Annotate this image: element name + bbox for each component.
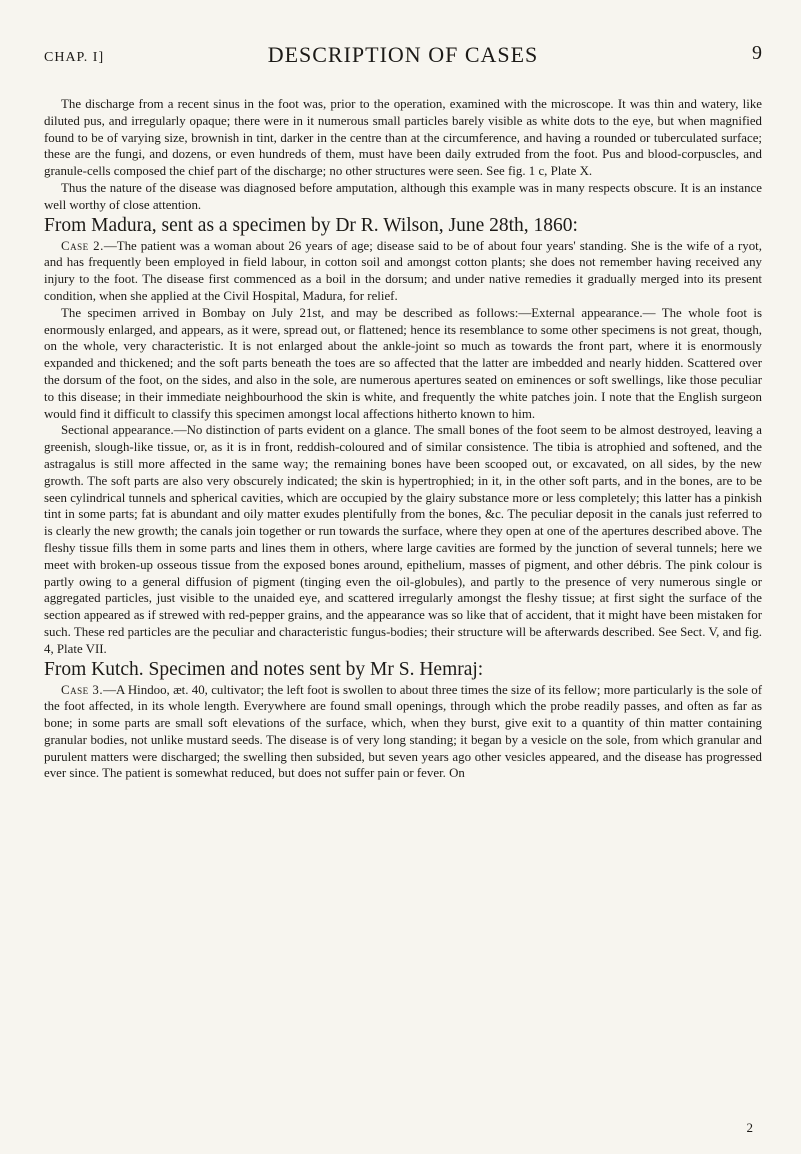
body-text [44,96,762,782]
paragraph-case-2 [44,238,762,305]
case-2-text: —The patient was a woman about 26 years of age; disease said to be of about four years' standing. She is the wife of a ryot, and has frequently been employed in field labour, in cotton soil and amongst cotton plants; she does not remember having received any injury to the foot. The disease first commenced as a boil in the dorsum; and under native remedies it gradually merged into its present condition, when she applied at the Civil Hospital, Madura, for relief. [44,238,762,303]
signature-mark: 2 [746,1120,753,1135]
section-heading-madura: From Madura, sent as a specimen by Dr R. Wilson, June 28th, 1860: [44,214,578,236]
chapter-label: CHAP. I] [44,50,105,65]
section-heading-kutch: From Kutch. Specimen and notes sent by Mr S. Hemraj: [44,658,484,680]
running-head [44,36,762,66]
paragraph-diagnosis: Thus the nature of the disease was diagnosed before amputation, although this example was in many respects obscure. It is an instance well worthy of close attention. [44,180,762,212]
paragraph-sectional-appearance: Sectional appearance.—No distinction of parts evident on a glance. The small bones of the foot seem to be almost destroyed, leaving a greenish, slough-like tissue, or, as it is in front, reddish-coloured and of similar consistence. The tibia is atrophied and softened, and the astragalus is still more affected in the same way; the remaining bones have been scooped out, or excavated, on all sides, by the new growth. The soft parts are also very obscurely indicated; the skin is hypertrophied; in it, in the other soft parts, and in the bones, are to be seen cylindrical tunnels and spherical cavities, which are occupied by the glairy substance more or less completely; this latter has a pinkish tint in some parts; fat is abundant and oily matter exudes plentifully from the bones, &c. The peculiar deposit in the canals just referred to is clearly the new growth; the canals join together or run towards the surface, where they open at one of the apertures described above. The fleshy tissue fills them in some parts and lines them in others, where large cavities are formed by the junction of several tunnels; here we meet with broken-up osseous tissue from the exposed bones around, epithelium, masses of pigment, and other débris. The pink colour is partly owing to a general diffusion of pigment (tinging even the oil-globules), and partly to the presence of very numerous single or aggregated particles, just visible to the unaided eye, and scattered irregularly amongst the fleshy tissue; at first sight the surface of the section appeared as if strewed with red-pepper grains, and the appearance was so like that of accident, that it might have been mistaken for such. These red particles are the peculiar and characteristic fungus-bodies; their structure will be afterwards described. See Sect. V, and fig. 4, Plate VII. [44,423,762,656]
case-label: Case 2. [61,238,104,253]
page-number: 9 [752,42,762,64]
paragraph-external-appearance: The specimen arrived in Bombay on July 21st, and may be described as follows:—External appearance.— The whole foot is enormously enlarged, and appears, as it were, spread out, or flattened; hence its resemblance to some other specimens is not great, though, on the whole, very characteristic. It is not enlarged about the ankle-joint so much as towards the front part, where it is enormously expanded and thickened; and the soft parts beneath the toes are so affected that the latter are imbedded and nearly hidden. Scattered over the dorsum of the foot, on the sides, and also in the sole, are numerous apertures seated on eminences or soft swellings, like those peculiar to this disease; in their immediate neighbourhood the skin is white, and frequently the white patches join. I note that the English surgeon would find it difficult to classify this specimen amongst local affections hitherto known to him. [44,305,762,421]
case-label: Case 3. [61,682,104,697]
case-3-text: —A Hindoo, æt. 40, cultivator; the left foot is swollen to about three times the size of its fellow; more particularly is the sole of the foot affected, in its whole length. Everywhere are found small openings, through which the probe readily passes, and often as far as bone; in some parts are small soft elevations of the surface, which, when they burst, give exit to a quantity of thin matter containing granular bodies, not unlike mustard seeds. The disease is of very long standing; it began by a vesicle on the sole, from which granular and purulent matters were discharged; the swelling then subsided, but seven years ago other vesicles appeared, and the disease has progressed ever since. The patient is somewhat reduced, but does not suffer pain or fever. On [44,682,762,781]
page-title: DESCRIPTION OF CASES [267,42,539,67]
paragraph-discharge: The discharge from a recent sinus in the foot was, prior to the operation, examined with the microscope. It was thin and watery, like diluted pus, and irregularly opaque; there were in it numerous small particles barely visible as white dots to the eye, but when magnified found to be of varying size, brownish in tint, darker in the centre than at the circumference, and having a rounded or tuberculated surface; these are the fungi, and dozens, or even hundreds of them, must have been daily extruded from the foot. Pus and blood-corpuscles, and granule-cells composed the chief part of the discharge; no other structures were seen. See fig. 1 c, Plate X. [44,97,762,179]
paragraph-case-3 [44,682,762,783]
